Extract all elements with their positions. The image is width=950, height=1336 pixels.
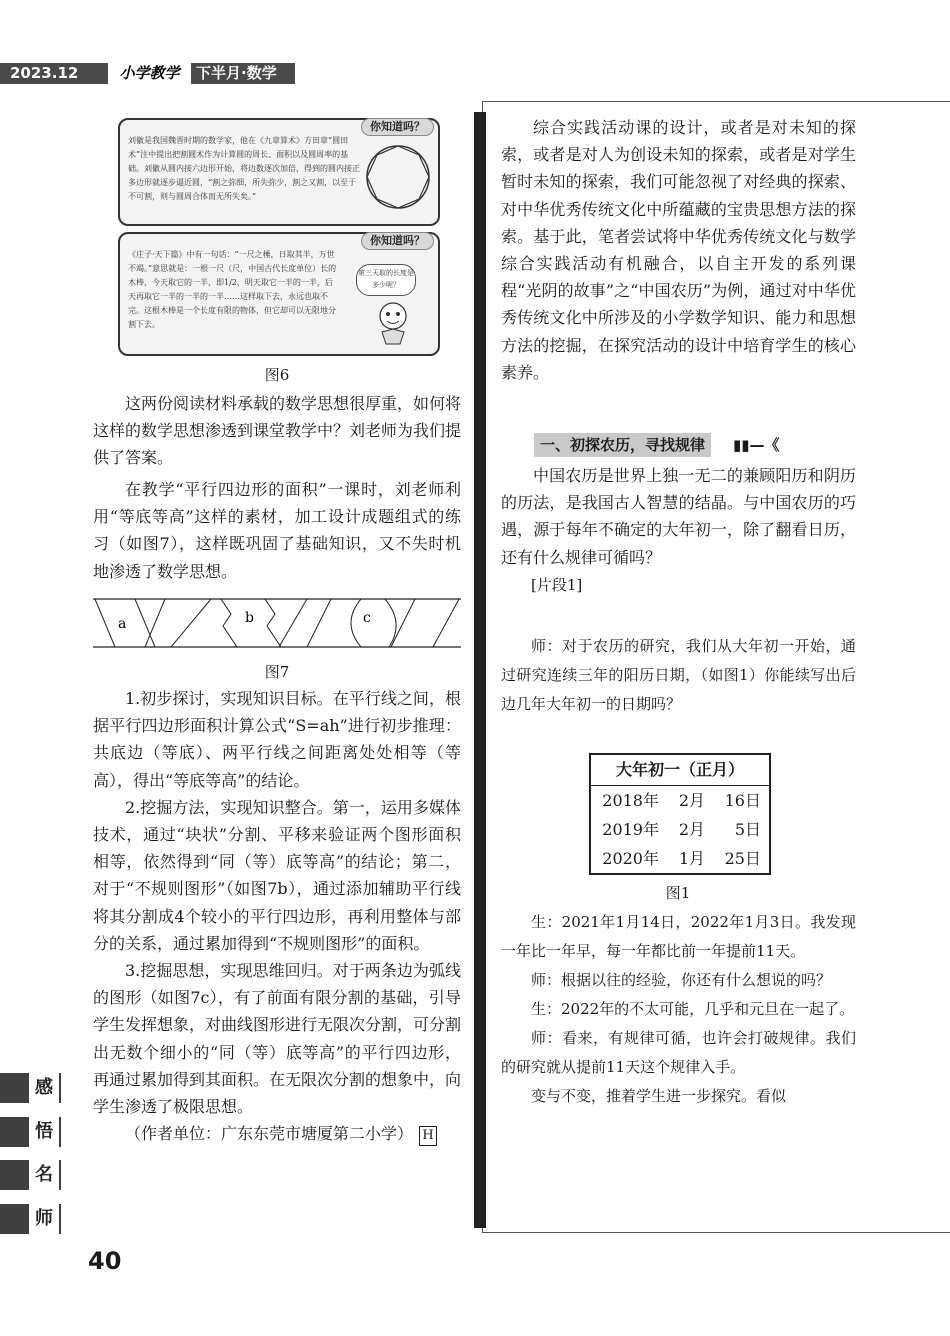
author-line — [93, 1120, 461, 1147]
side-tab: 师 — [0, 1204, 61, 1234]
speech-bubble: 第三天取的长度是多少呢？ — [356, 264, 416, 296]
box-text: 《庄子·天下篇》中有一句话：“一尺之棰，日取其半，万世不竭。”意思就是：一根一尺（尺，中国古代长度单位）长的木棒，今天取它的一半，即1/2，明天取它一半的一半，后天再取它一半的一半的一半……这样取下去，永远也取不完。这根木棒是一个长度有限的物体，但它却可以无限地分割下去。 — [128, 250, 337, 329]
left-text-block — [93, 685, 461, 1147]
dialog-line: 生：2021年1月14日，2022年1月3日。我发现一年比一年早，每一年都比前一年提前11天。 — [501, 913, 856, 960]
side-tab: 悟 — [0, 1117, 61, 1147]
figure-1-caption: 图1 — [665, 884, 691, 902]
issue-date: 2023.12 — [10, 64, 79, 82]
info-box-liuhui — [118, 118, 440, 226]
paragraph: 3.挖掘思想，实现思维回归。对于两条边为弧线的图形（如图7c），有了前面有限分割的基础，引导学生发挥想象，对曲线图形进行无限次分割，可分割出无数个细小的“同（等）底等高”的平行四边形，再通过累加得到其面积。在无限次分割的想象中，向学生渗透了极限思想。 — [93, 961, 462, 1117]
lunar-new-year-table — [589, 753, 771, 875]
figure-7-caption: 图7 — [264, 663, 290, 681]
paragraph: 这两份阅读材料承载的数学思想很厚重，如何将这样的数学思想渗透到课堂教学中？刘老师为我们提供了答案。 — [93, 394, 462, 468]
paragraph: 师：对于农历的研究，我们从大年初一开始，通过研究连续三年的阳历日期，（如图1）你能续写出后边几年大年初一的日期吗？ — [501, 637, 856, 713]
fig7-label-a: a — [118, 616, 127, 632]
figure-6-caption: 图6 — [264, 366, 290, 384]
table-row: 2020年 1月 25日 — [602, 849, 761, 868]
paragraph: 在教学“平行四边形的面积”一课时，刘老师利用“等底等高”这样的素材，加工设计成题组式的练习（如图7），这样既巩固了基础知识，又不失时机地渗透了数学思想。 — [93, 480, 461, 581]
end-mark: H — [419, 1126, 437, 1146]
box-tag: 你知道吗？ — [361, 232, 434, 250]
dialog-line: 师：根据以往的经验，你还有什么想说的吗？ — [531, 971, 832, 989]
fig7-label-c: c — [363, 610, 371, 626]
figure-7-parallelograms — [93, 596, 461, 652]
section-decoration: ▮▮—《 — [733, 436, 780, 454]
page-number: 40 — [88, 1247, 122, 1275]
paragraph: 2.挖掘方法，实现知识整合。第一，运用多媒体技术，通过“块状”分割、平移来验证两个图形面积相等，依然得到“同（等）底等高”的结论；第二，对于“不规则图形”（如图7b），通过添加辅助平行线将其分割成4个较小的平行四边形，再利用整体与部分的关系，通过累加得到“不规则图形”的面积。 — [93, 797, 461, 953]
edition-label: 下半月·数学 — [196, 64, 277, 82]
column-divider-bar — [474, 112, 486, 1228]
box-tag: 你知道吗？ — [361, 118, 434, 136]
fig7-label-b: b — [245, 610, 254, 626]
segment-label: [片段1] — [531, 575, 583, 594]
box-text: 刘徽是我国魏晋时期的数学家，他在《九章算术》方田章“圆田术”注中提出把割圆术作为计算圆的周长、面积以及圆周率的基础。刘徽从圆内接六边形开始，将边数逐次加倍，得到的圆内接正多边形就逐步逼近圆，“割之弥细，所失弥少，割之又割，以至于不可割，则与圆周合体而无所失矣。” — [128, 136, 360, 201]
dialog-line: 师：看来，有规律可循，也许会打破规律。我们的研究就从提前11天这个规律入手。 — [501, 1029, 856, 1076]
info-box-zhuangzi — [118, 232, 440, 356]
table-row: 2019年 2月 5日 — [602, 820, 761, 839]
side-tab: 感 — [0, 1073, 61, 1103]
side-tab: 名 — [0, 1160, 61, 1190]
author-affiliation: （作者单位：广东东莞市塘厦第二小学） — [125, 1124, 414, 1144]
paragraph: 综合实践活动课的设计，或者是对未知的探索，或者是对人为创设未知的探索，或者是对学生暂时未知的探索，我们可能忽视了对经典的探索、对中华优秀传统文化中所蕴藏的宝贵思想方法的探索。基于此，笔者尝试将中华优秀传统文化与数学综合实践活动有机融合，以自主开发的系列课程“光阴的故事”之“中国农历”为例，通过对中华优秀传统文化中所涉及的小学数学知识、能力和思想方法的挖掘，在探究活动的设计中培育学生的核心素养。 — [501, 118, 856, 382]
cartoon-character-icon — [368, 296, 418, 346]
dialog-line: 生：2022年的不太可能，几乎和元旦在一起了。 — [531, 1000, 855, 1018]
dialog-block — [501, 908, 856, 1111]
magazine-name: 小学教学 — [108, 63, 191, 84]
table-row: 2018年 2月 16日 — [602, 791, 761, 810]
dialog-line: 变与不变，推着学生进一步探究。看似 — [531, 1087, 787, 1105]
section-heading: 一、初探农历，寻找规律 — [534, 433, 711, 457]
right-text-block — [501, 462, 856, 600]
paragraph: 中国农历是世界上独一无二的兼顾阳历和阴历的历法，是我国古人智慧的结晶。与中国农历的巧遇，源于每年不确定的大年初一，除了翻看日历，还有什么规律可循吗？ — [501, 466, 856, 567]
table-title: 大年初一（正月） — [591, 755, 769, 786]
inscribed-polygon-icon — [364, 136, 432, 218]
paragraph: 1.初步探讨，实现知识目标。在平行线之间，根据平行四边形面积计算公式“S=ah”进行初步推理：共底边（等底）、两平行线之间距离处处相等（等高），得出“等底等高”的结论。 — [93, 689, 461, 790]
